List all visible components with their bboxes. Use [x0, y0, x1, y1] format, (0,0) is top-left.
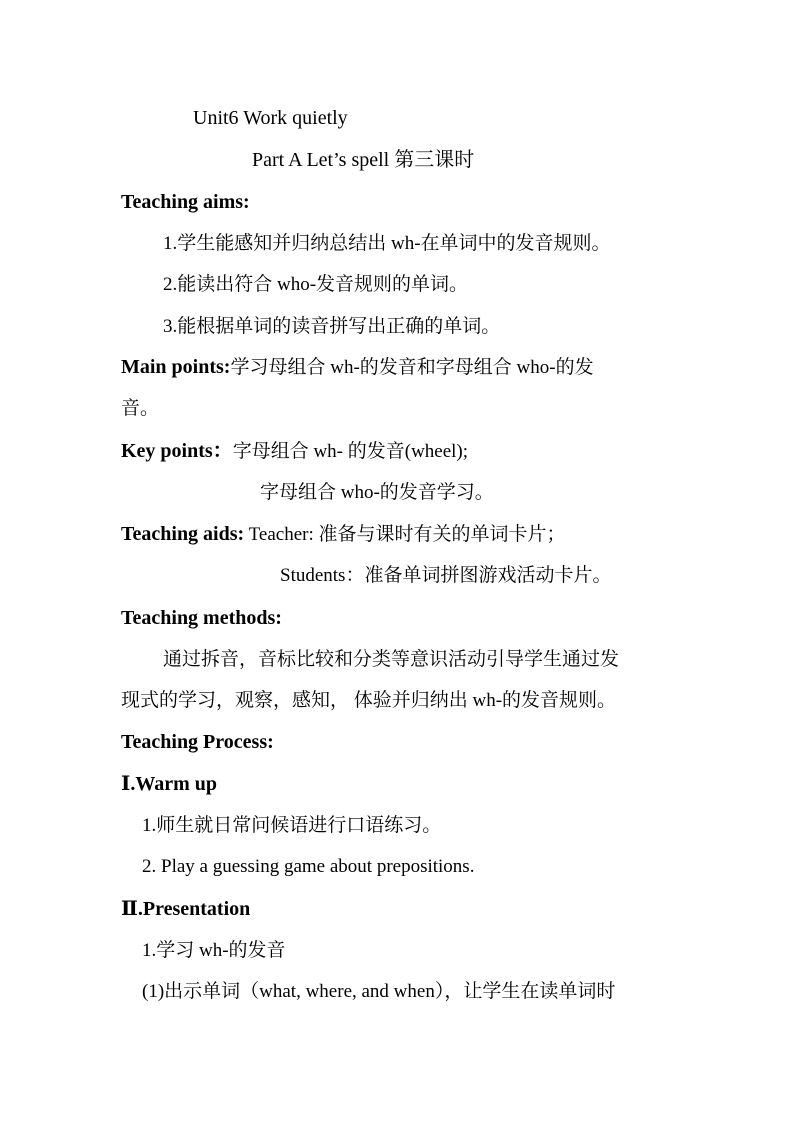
main-points-line: [121, 355, 594, 380]
key-points-line: [121, 439, 468, 464]
aids-line: [121, 522, 565, 547]
doc-title: Unit6 Work quietly: [193, 107, 348, 129]
aim-item: 2.能读出符合 who-发音规则的单词。: [163, 274, 469, 295]
aids-label: Teaching aids:: [121, 523, 245, 545]
process-heading: Teaching Process:: [121, 731, 274, 753]
section-2-item: (1)出示单词（what, where, and when），让学生在读单词时: [142, 981, 616, 1002]
methods-text-2: 现式的学习，观察，感知， 体验并归纳出 wh-的发音规则。: [121, 690, 617, 711]
doc-subtitle: Part A Let’s spell 第三课时: [252, 149, 475, 171]
aids-teacher: Teacher: 准备与课时有关的单词卡片；: [248, 524, 566, 545]
aids-students: Students：准备单词拼图游戏活动卡片。: [280, 565, 612, 586]
section-2-heading: Ⅱ.Presentation: [121, 898, 251, 920]
aim-item: 3.能根据单词的读音拼写出正确的单词。: [163, 316, 501, 337]
key-points-label: Key points：: [121, 440, 233, 462]
methods-heading: Teaching methods:: [121, 607, 282, 629]
main-points-text: 学习母组合 wh-的发音和字母组合 who-的发: [230, 357, 594, 378]
section-1-heading: Ⅰ.Warm up: [121, 773, 218, 795]
section-1-item: 2. Play a guessing game about prepositions.: [142, 856, 475, 877]
key-points-text: 字母组合 wh- 的发音(wheel);: [232, 441, 469, 462]
methods-text-1: 通过拆音，音标比较和分类等意识活动引导学生通过发: [163, 649, 620, 670]
main-points-continuation: 音。: [121, 398, 160, 419]
section-1-item: 1.师生就日常问候语进行口语练习。: [142, 815, 442, 836]
section-2-item: 1.学习 wh-的发音: [142, 940, 286, 961]
aim-item: 1.学生能感知并归纳总结出 wh-在单词中的发音规则。: [163, 233, 611, 254]
main-points-label: Main points:: [121, 356, 231, 378]
aims-heading: Teaching aims:: [121, 191, 250, 213]
key-points-text-2: 字母组合 who-的发音学习。: [260, 482, 494, 503]
